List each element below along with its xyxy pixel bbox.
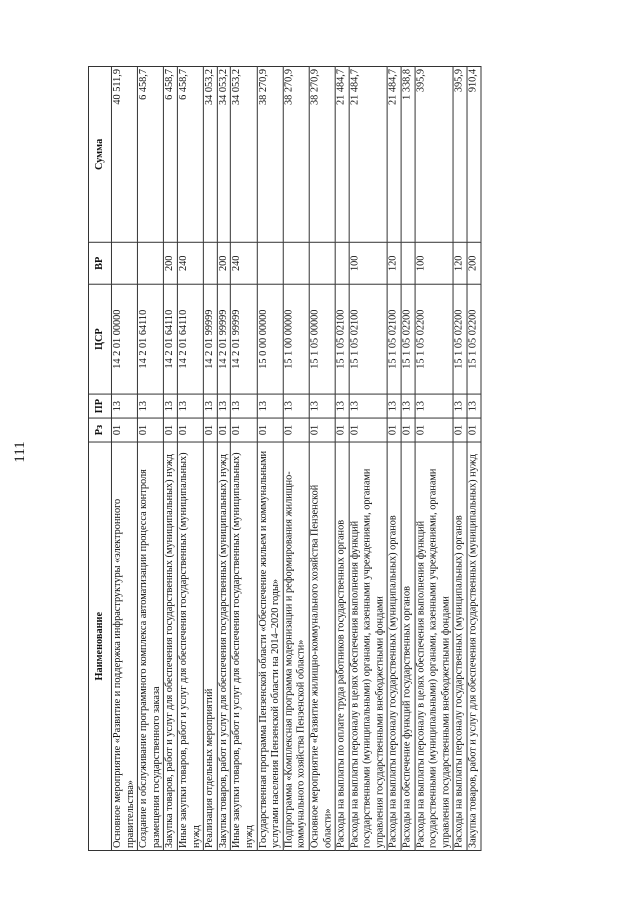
row-sum: 34 053,2 xyxy=(231,66,257,242)
table-row xyxy=(111,66,137,850)
row-name: Закупка товаров, работ и услуг для обеспечения государственных (муниципальных) нужд xyxy=(217,442,231,850)
row-rz: 01 xyxy=(177,418,203,442)
row-sum: 21 484,7 xyxy=(349,66,388,242)
table-row xyxy=(283,66,309,850)
row-vr xyxy=(283,242,309,284)
row-sum: 40 511,9 xyxy=(111,66,137,242)
row-sum: 38 270,9 xyxy=(257,66,283,242)
row-rz: 01 xyxy=(388,418,402,442)
row-vr xyxy=(111,242,137,284)
row-name: Расходы на выплаты персоналу государственных (муниципальных) органов xyxy=(453,442,467,850)
row-csr: 14 2 01 00000 xyxy=(111,284,137,394)
row-name: Подпрограмма «Комплексная программа модернизации и реформирования жилищно-коммунального хозяйства Пензенской области» xyxy=(283,442,309,850)
row-name: Расходы на выплаты по оплате труда работников государственных органов xyxy=(335,442,349,850)
row-pr: 13 xyxy=(401,394,415,418)
row-name: Расходы на выплаты персоналу государственных (муниципальных) органов xyxy=(388,442,402,850)
row-name: Расходы на выплаты персоналу в целях обеспечения выполнения функций государственными (муниципальными) органами, казенными учреждениями, органами управления государственными внебюджетными фондами xyxy=(415,442,454,850)
row-sum: 6 458,7 xyxy=(138,66,164,242)
row-sum: 6 458,7 xyxy=(164,66,178,242)
row-sum: 34 053,2 xyxy=(217,66,231,242)
row-vr xyxy=(204,242,218,284)
table-row xyxy=(231,66,257,850)
row-csr: 14 2 01 64110 xyxy=(164,284,178,394)
row-rz: 01 xyxy=(257,418,283,442)
row-pr: 13 xyxy=(231,394,257,418)
header-vr: ВР xyxy=(88,242,111,284)
row-csr: 15 1 05 02200 xyxy=(401,284,415,394)
row-csr: 14 2 01 64110 xyxy=(177,284,203,394)
row-pr: 13 xyxy=(164,394,178,418)
row-csr: 14 2 01 99999 xyxy=(231,284,257,394)
row-pr: 13 xyxy=(309,394,335,418)
table-row xyxy=(204,66,218,850)
row-rz: 01 xyxy=(164,418,178,442)
row-vr: 200 xyxy=(217,242,231,284)
row-name: Государственная программа Пензенской области «Обеспечение жильем и коммунальными услугами населения Пензенской области на 2014–2020 годы» xyxy=(257,442,283,850)
row-rz: 01 xyxy=(467,418,481,442)
row-csr: 15 1 05 02100 xyxy=(335,284,349,394)
row-sum: 21 484,7 xyxy=(335,66,349,242)
row-pr: 13 xyxy=(388,394,402,418)
row-csr: 15 1 05 02100 xyxy=(349,284,388,394)
row-sum: 6 458,7 xyxy=(177,66,203,242)
row-csr: 15 1 00 00000 xyxy=(283,284,309,394)
row-vr xyxy=(335,242,349,284)
rotated-table-container xyxy=(88,68,640,851)
row-vr: 120 xyxy=(388,242,402,284)
table-row xyxy=(401,66,415,850)
row-vr: 120 xyxy=(453,242,467,284)
table-row xyxy=(415,66,454,850)
row-rz: 01 xyxy=(401,418,415,442)
table-row xyxy=(309,66,335,850)
row-name: Расходы на обеспечение функций государственных органов xyxy=(401,442,415,850)
row-pr: 13 xyxy=(283,394,309,418)
row-csr: 14 2 01 99999 xyxy=(204,284,218,394)
table-row xyxy=(164,66,178,850)
row-sum: 34 053,2 xyxy=(204,66,218,242)
row-csr: 15 0 00 00000 xyxy=(257,284,283,394)
row-sum: 38 270,9 xyxy=(283,66,309,242)
row-sum: 395,9 xyxy=(453,66,467,242)
table-row xyxy=(349,66,388,850)
row-rz: 01 xyxy=(111,418,137,442)
budget-table xyxy=(88,66,481,851)
row-vr xyxy=(138,242,164,284)
row-vr xyxy=(309,242,335,284)
row-csr: 15 1 05 00000 xyxy=(309,284,335,394)
table-row xyxy=(138,66,164,850)
row-sum: 1 338,8 xyxy=(401,66,415,242)
row-vr: 200 xyxy=(467,242,481,284)
row-vr xyxy=(401,242,415,284)
row-vr: 240 xyxy=(231,242,257,284)
row-name: Закупка товаров, работ и услуг для обеспечения государственных (муниципальных) нужд xyxy=(467,442,481,850)
header-sum: Сумма xyxy=(88,66,111,242)
table-row xyxy=(217,66,231,850)
table-row xyxy=(467,66,481,850)
row-rz: 01 xyxy=(335,418,349,442)
row-sum: 21 484,7 xyxy=(388,66,402,242)
row-pr: 13 xyxy=(335,394,349,418)
row-name: Закупка товаров, работ и услуг для обеспечения государственных (муниципальных) нужд xyxy=(164,442,178,850)
row-csr: 15 1 05 02200 xyxy=(467,284,481,394)
row-sum: 910,4 xyxy=(467,66,481,242)
row-csr: 14 2 01 99999 xyxy=(217,284,231,394)
header-name: Наименование xyxy=(88,442,111,850)
row-pr: 13 xyxy=(177,394,203,418)
row-name: Основное мероприятие «Развитие жилищно-коммунального хозяйства Пензенской области» xyxy=(309,442,335,850)
table-row xyxy=(257,66,283,850)
row-name: Реализация отдельных мероприятий xyxy=(204,442,218,850)
row-name: Иные закупки товаров, работ и услуг для обеспечения государственных (муниципальных) нужд xyxy=(231,442,257,850)
row-pr: 13 xyxy=(349,394,388,418)
row-csr: 15 1 05 02100 xyxy=(388,284,402,394)
row-rz: 01 xyxy=(283,418,309,442)
row-name: Создание и обслуживание программного комплекса автоматизации процесса контроля размещения государственного заказа xyxy=(138,442,164,850)
row-pr: 13 xyxy=(111,394,137,418)
header-csr: ЦСР xyxy=(88,284,111,394)
table-header-row xyxy=(88,66,111,850)
row-rz: 01 xyxy=(231,418,257,442)
row-rz: 01 xyxy=(138,418,164,442)
row-csr: 15 1 05 02200 xyxy=(415,284,454,394)
header-rz: Рз xyxy=(88,418,111,442)
row-name: Расходы на выплаты персоналу в целях обеспечения выполнения функций государственными (муниципальными) органами, казенными учреждениями, органами управления государственными внебюджетными фондами xyxy=(349,442,388,850)
row-csr: 15 1 05 02200 xyxy=(453,284,467,394)
row-rz: 01 xyxy=(217,418,231,442)
table-row xyxy=(388,66,402,850)
row-pr: 13 xyxy=(467,394,481,418)
page-number: 111 xyxy=(12,441,28,463)
row-pr: 13 xyxy=(453,394,467,418)
row-rz: 01 xyxy=(349,418,388,442)
row-pr: 13 xyxy=(415,394,454,418)
row-sum: 38 270,9 xyxy=(309,66,335,242)
row-name: Иные закупки товаров, работ и услуг для обеспечения государственных (муниципальных) нужд xyxy=(177,442,203,850)
row-vr: 200 xyxy=(164,242,178,284)
row-rz: 01 xyxy=(415,418,454,442)
header-pr: ПР xyxy=(88,394,111,418)
row-vr xyxy=(257,242,283,284)
row-pr: 13 xyxy=(138,394,164,418)
table-row xyxy=(453,66,467,850)
row-pr: 13 xyxy=(257,394,283,418)
table-row xyxy=(335,66,349,850)
row-vr: 100 xyxy=(415,242,454,284)
row-sum: 395,9 xyxy=(415,66,454,242)
row-rz: 01 xyxy=(309,418,335,442)
table-row xyxy=(177,66,203,850)
row-pr: 13 xyxy=(217,394,231,418)
row-vr: 240 xyxy=(177,242,203,284)
row-name: Основное мероприятие «Развитие и поддержка инфраструктуры «электронного правительства» xyxy=(111,442,137,850)
row-vr: 100 xyxy=(349,242,388,284)
row-pr: 13 xyxy=(204,394,218,418)
row-csr: 14 2 01 64110 xyxy=(138,284,164,394)
row-rz: 01 xyxy=(453,418,467,442)
row-rz: 01 xyxy=(204,418,218,442)
